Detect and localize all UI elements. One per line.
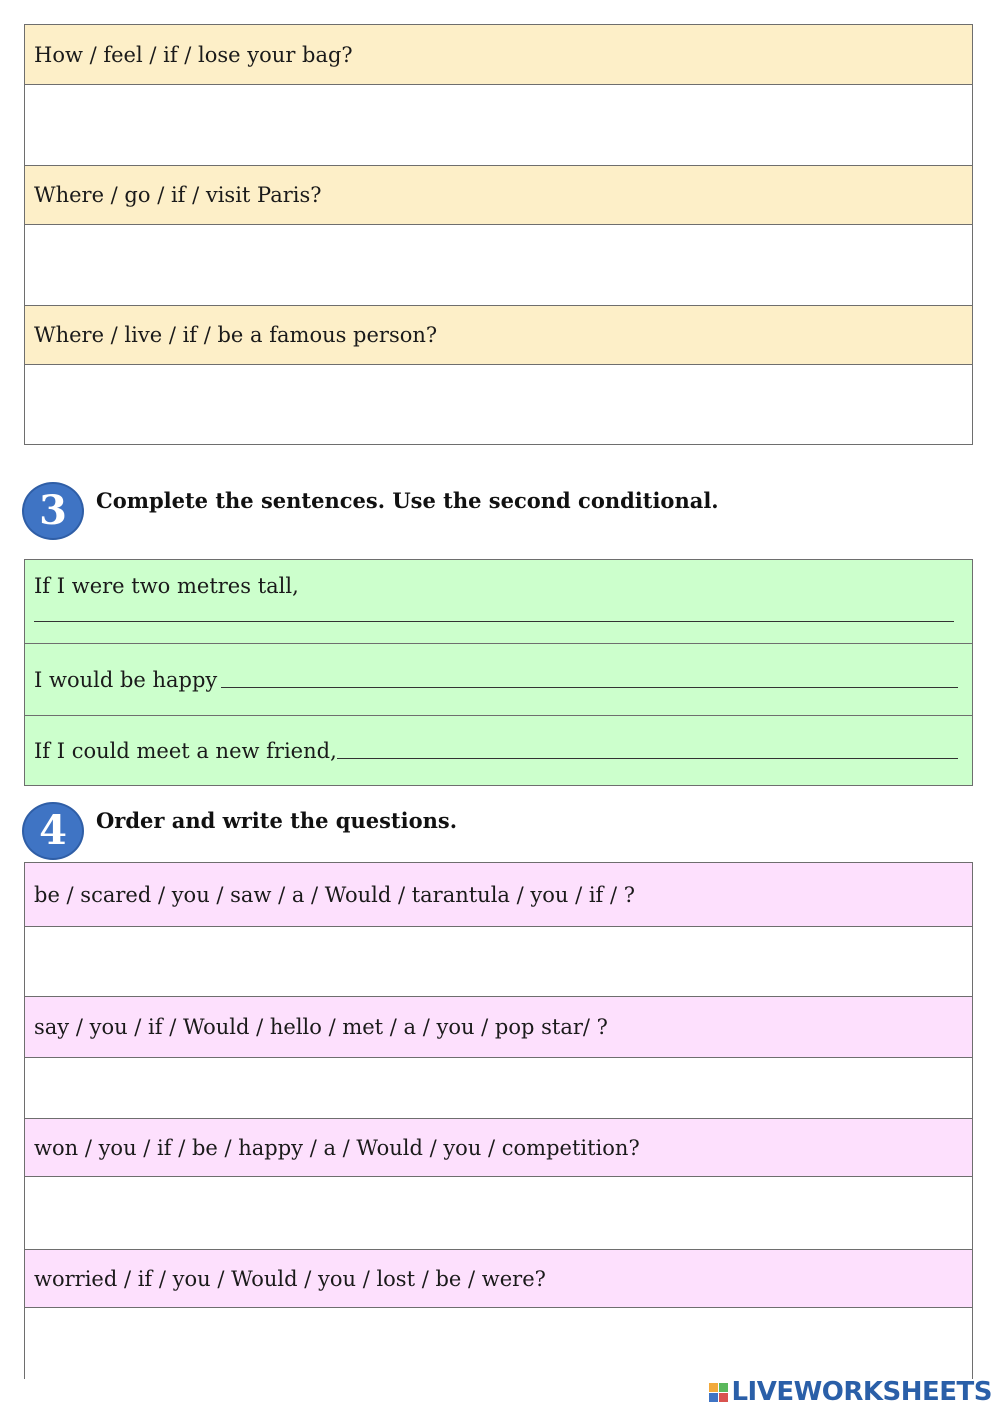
- section-3-header: [22, 482, 719, 540]
- question-4-prompt-text: worried / if / you / Would / you / lost / be / were?: [34, 1266, 546, 1291]
- part2-answer-1: [25, 85, 972, 166]
- question-1-answer-input[interactable]: [25, 927, 972, 996]
- sentence-3-text: If I could meet a new friend,: [34, 738, 337, 763]
- section-4-table: [24, 862, 973, 1379]
- sentence-2[interactable]: [25, 644, 972, 716]
- part2-prompt-3: [25, 306, 972, 365]
- question-3-prompt-text: won / you / if / be / happy / a / Would / you / competition?: [34, 1135, 640, 1160]
- part2-prompt-1: [25, 25, 972, 85]
- question-1-prompt: [25, 863, 972, 927]
- question-2-answer: [25, 1058, 972, 1119]
- section-3-title: Complete the sentences. Use the second conditional.: [96, 488, 719, 513]
- part2-prompt-2: [25, 166, 972, 225]
- question-3-answer: [25, 1177, 972, 1250]
- part2-prompt-3-text: Where / live / if / be a famous person?: [34, 323, 438, 347]
- section-4-number-badge: 4: [22, 802, 84, 860]
- part2-answer-3: [25, 365, 972, 444]
- section-4-title: Order and write the questions.: [96, 808, 457, 833]
- question-3-answer-input[interactable]: [25, 1177, 972, 1249]
- question-2-answer-input[interactable]: [25, 1058, 972, 1118]
- part2-answer-3-input[interactable]: [25, 365, 972, 444]
- sentence-1-blank[interactable]: [34, 620, 954, 622]
- sentence-3[interactable]: [25, 716, 972, 785]
- question-3-prompt: [25, 1119, 972, 1177]
- sentence-2-blank[interactable]: [221, 686, 958, 688]
- question-1-answer: [25, 927, 972, 997]
- sentence-1[interactable]: [25, 560, 972, 644]
- sentence-1-text: If I were two metres tall,: [34, 574, 299, 598]
- question-1-prompt-text: be / scared / you / saw / a / Would / tarantula / you / if / ?: [34, 882, 636, 907]
- section-4-header: [22, 802, 457, 860]
- question-4-answer: [25, 1308, 972, 1380]
- sentence-2-text: I would be happy: [34, 667, 218, 692]
- section-3-table: [24, 559, 973, 786]
- part2-prompt-1-text: How / feel / if / lose your bag?: [34, 42, 353, 67]
- question-2-prompt-text: say / you / if / Would / hello / met / a / you / pop star/ ?: [34, 1015, 608, 1039]
- part2-answer-1-input[interactable]: [25, 85, 972, 165]
- part2-table: [24, 24, 973, 445]
- part2-answer-2: [25, 225, 972, 306]
- logo-mark-icon: [709, 1383, 728, 1402]
- question-2-prompt: [25, 997, 972, 1058]
- part2-prompt-2-text: Where / go / if / visit Paris?: [34, 183, 322, 207]
- question-4-prompt: [25, 1250, 972, 1308]
- liveworksheets-logo: [709, 1377, 992, 1407]
- logo-text: LIVEWORKSHEETS: [731, 1377, 992, 1407]
- sentence-3-blank[interactable]: [337, 757, 958, 759]
- part2-answer-2-input[interactable]: [25, 225, 972, 305]
- section-3-number-badge: 3: [22, 482, 84, 540]
- question-4-answer-input[interactable]: [25, 1308, 972, 1380]
